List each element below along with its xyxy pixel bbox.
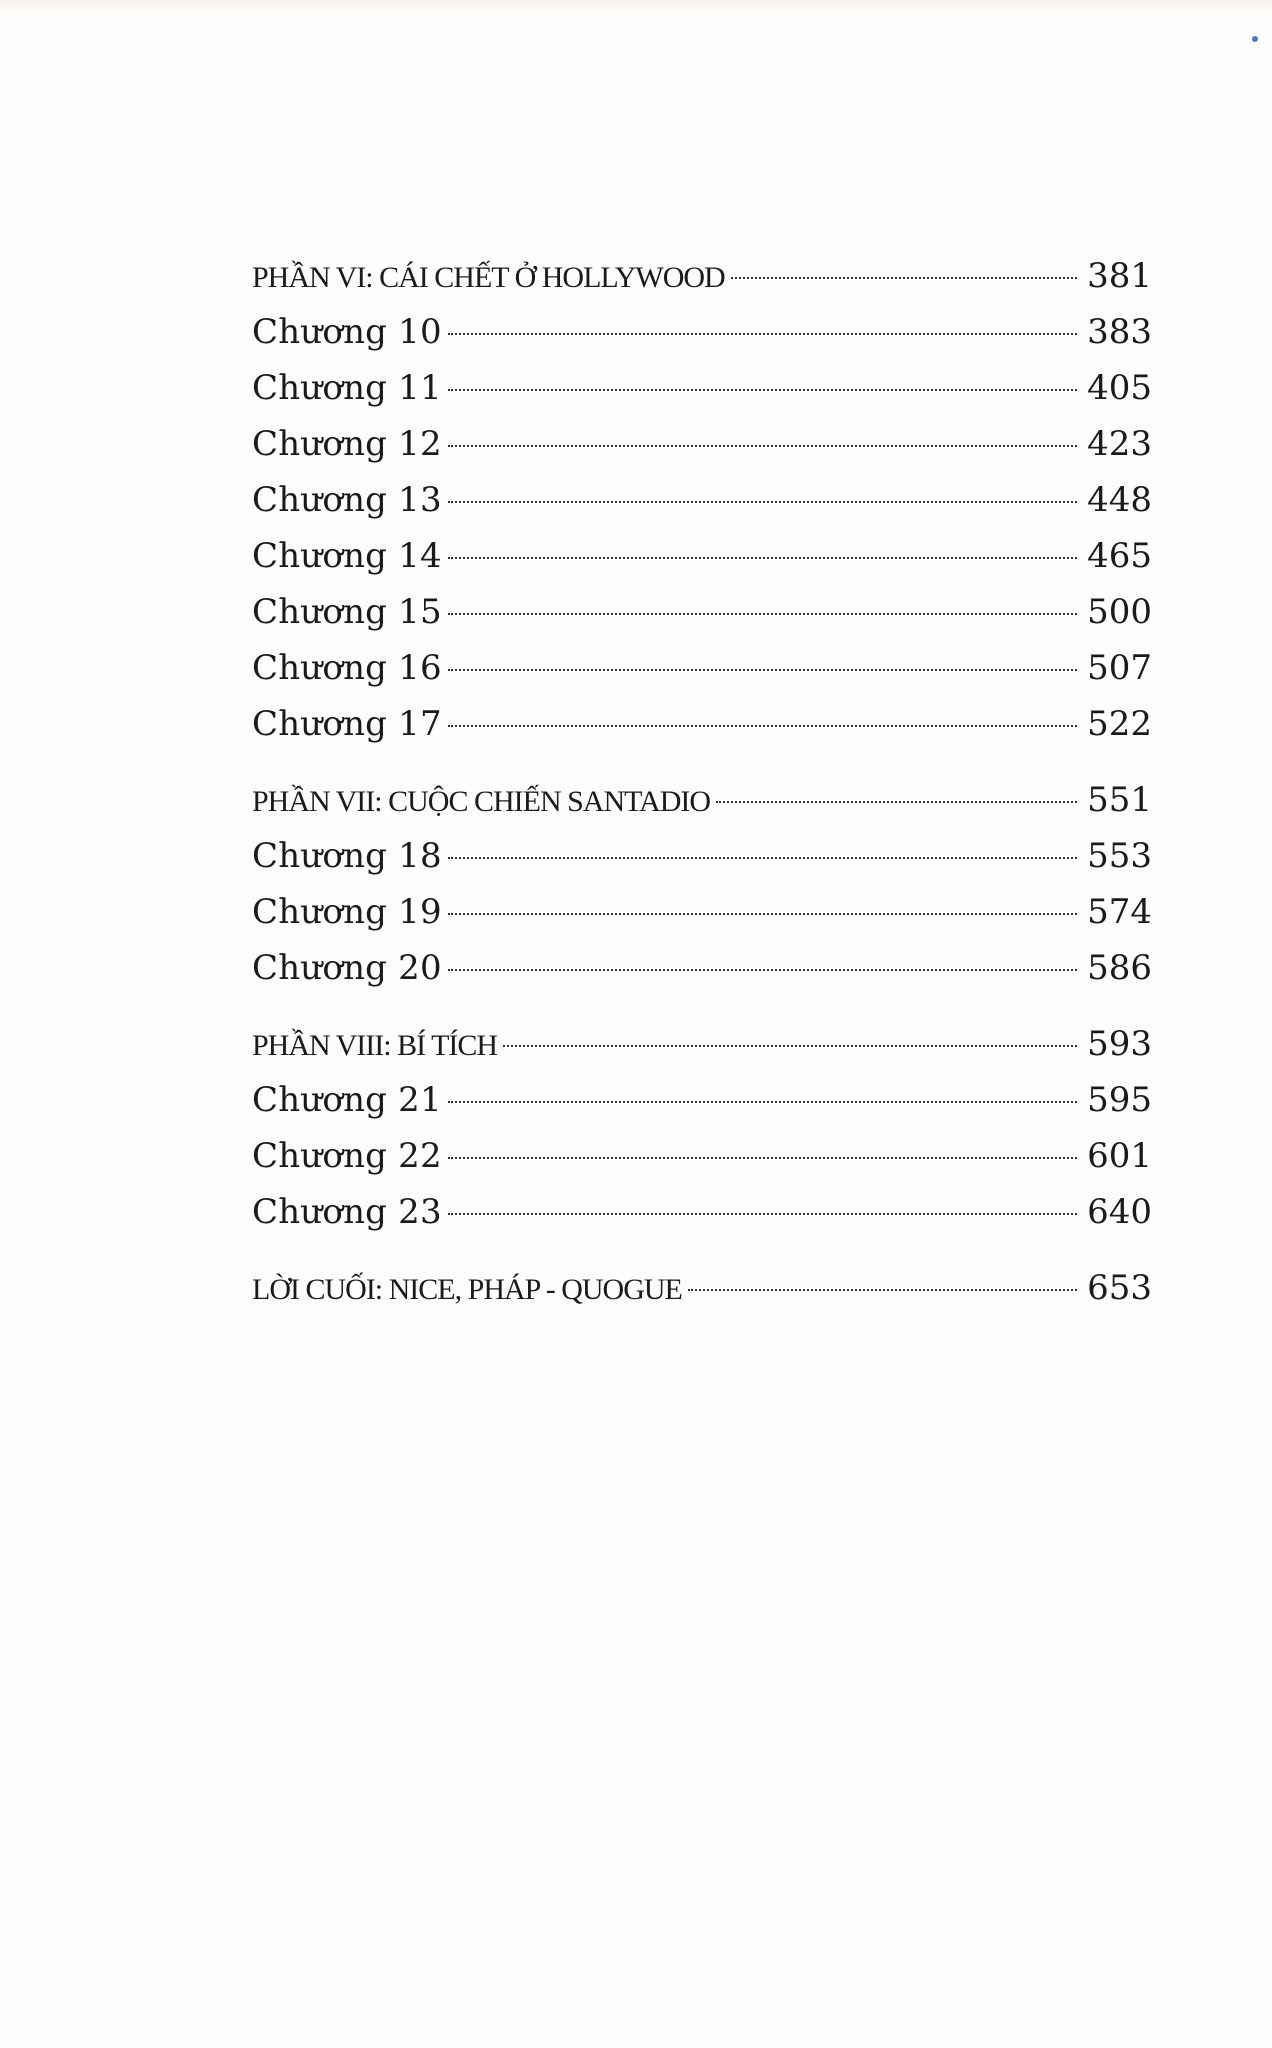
toc-chapter-entry[interactable] [252, 940, 1152, 996]
dot-leader [448, 669, 1077, 671]
chapter-title: Chương 19 [252, 892, 442, 932]
page-number: 601 [1087, 1136, 1152, 1176]
toc-chapter-entry[interactable] [252, 640, 1152, 696]
toc-chapter-entry[interactable] [252, 416, 1152, 472]
page-number: 574 [1087, 892, 1152, 932]
dot-leader [448, 1157, 1077, 1159]
toc-section-part-7 [252, 772, 1152, 996]
toc-part-heading[interactable] [252, 772, 1152, 828]
toc-chapter-entry[interactable] [252, 528, 1152, 584]
dot-leader [448, 913, 1077, 915]
page-number: 595 [1087, 1080, 1152, 1120]
dot-leader [731, 277, 1077, 279]
chapter-title: Chương 10 [252, 312, 442, 352]
page-number: 586 [1087, 948, 1152, 988]
dot-leader [448, 969, 1077, 971]
dot-leader [448, 857, 1077, 859]
dot-leader [503, 1045, 1077, 1047]
dot-leader [448, 1101, 1077, 1103]
page-number: 465 [1087, 536, 1152, 576]
page-number: 640 [1087, 1192, 1152, 1232]
toc-chapter-entry[interactable] [252, 472, 1152, 528]
dot-leader [448, 725, 1077, 727]
toc-chapter-entry[interactable] [252, 696, 1152, 752]
dot-leader [448, 501, 1077, 503]
page-number: 551 [1087, 780, 1152, 820]
toc-section-epilogue [252, 1260, 1152, 1316]
chapter-title: Chương 16 [252, 648, 442, 688]
part-title: PHẦN VIII: BÍ TÍCH [252, 1029, 498, 1062]
dot-leader [448, 1213, 1077, 1215]
page-number: 383 [1087, 312, 1152, 352]
page-number: 405 [1087, 368, 1152, 408]
table-of-contents [252, 248, 1152, 1336]
page-number: 448 [1087, 480, 1152, 520]
toc-chapter-entry[interactable] [252, 828, 1152, 884]
page-number: 423 [1087, 424, 1152, 464]
dot-leader [448, 445, 1077, 447]
dot-leader [448, 333, 1077, 335]
page-number: 500 [1087, 592, 1152, 632]
dot-leader [448, 557, 1077, 559]
toc-section-part-6 [252, 248, 1152, 752]
toc-chapter-entry[interactable] [252, 1128, 1152, 1184]
page-number: 381 [1087, 256, 1152, 296]
dot-leader [688, 1289, 1077, 1291]
dot-leader [448, 389, 1077, 391]
toc-chapter-entry[interactable] [252, 304, 1152, 360]
chapter-title: Chương 23 [252, 1192, 442, 1232]
scan-mark [1252, 36, 1258, 42]
chapter-title: Chương 15 [252, 592, 442, 632]
chapter-title: Chương 12 [252, 424, 442, 464]
page-number: 653 [1087, 1268, 1152, 1308]
part-title: LỜI CUỐI: NICE, PHÁP - QUOGUE [252, 1273, 682, 1306]
toc-section-part-8 [252, 1016, 1152, 1240]
toc-chapter-entry[interactable] [252, 584, 1152, 640]
page-number: 507 [1087, 648, 1152, 688]
toc-chapter-entry[interactable] [252, 360, 1152, 416]
toc-chapter-entry[interactable] [252, 884, 1152, 940]
chapter-title: Chương 13 [252, 480, 442, 520]
chapter-title: Chương 17 [252, 704, 442, 744]
toc-part-heading[interactable] [252, 1016, 1152, 1072]
part-title: PHẦN VII: CUỘC CHIẾN SANTADIO [252, 785, 711, 818]
toc-chapter-entry[interactable] [252, 1072, 1152, 1128]
chapter-title: Chương 20 [252, 948, 442, 988]
chapter-title: Chương 22 [252, 1136, 442, 1176]
toc-part-heading[interactable] [252, 248, 1152, 304]
dot-leader [716, 801, 1077, 803]
chapter-title: Chương 11 [252, 368, 442, 408]
toc-chapter-entry[interactable] [252, 1184, 1152, 1240]
chapter-title: Chương 18 [252, 836, 442, 876]
chapter-title: Chương 21 [252, 1080, 442, 1120]
chapter-title: Chương 14 [252, 536, 442, 576]
page-number: 593 [1087, 1024, 1152, 1064]
part-title: PHẦN VI: CÁI CHẾT Ở HOLLYWOOD [252, 261, 725, 294]
page-number: 522 [1087, 704, 1152, 744]
page-number: 553 [1087, 836, 1152, 876]
dot-leader [448, 613, 1077, 615]
toc-part-heading[interactable] [252, 1260, 1152, 1316]
